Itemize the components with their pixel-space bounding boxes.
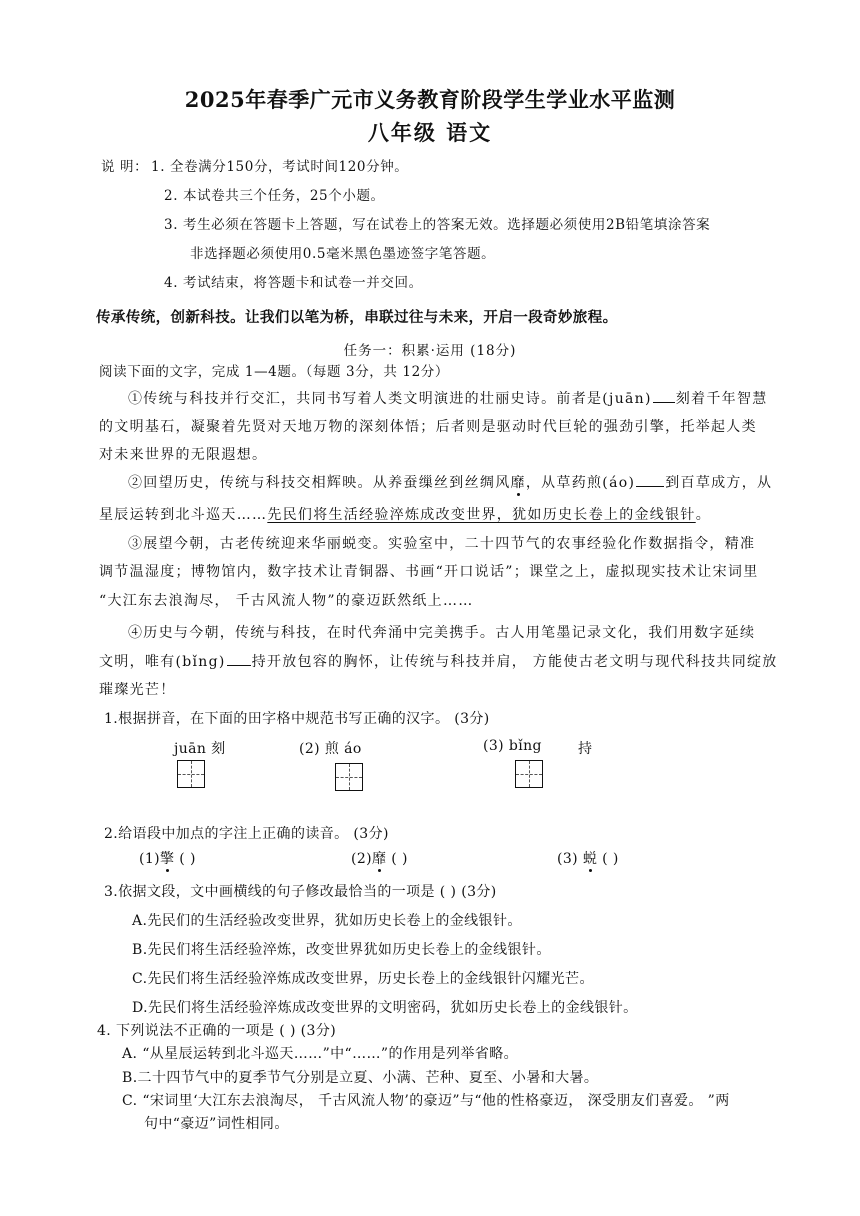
option-c: C.先民们将生活经验淬炼成改变世界，历史长卷上的金线银针闪耀光芒。 [132,971,594,987]
dotted-char: 靡 [511,472,526,492]
fill-blank [653,401,675,403]
question-3-stem: 3.依据文段，文中画横线的句子修改最恰当的一项是 ( ) (3分) [104,884,497,900]
question-1-stem: 1.根据拼音，在下面的田字格中规范书写正确的汉字。 (3分) [104,711,490,727]
instruction-item: 1. 全卷满分150分，考试时间120分钟。 [151,159,409,175]
tianzige-box[interactable] [177,760,205,788]
task-intro: 阅读下面的文字，完成 1—4题。（每题 3分，共 12分） [99,364,449,380]
dotted-char: 蜕 [583,848,597,868]
dotted-char: 擎 [160,848,174,868]
passage-line: 对未来世界的无限遐想。 [99,447,268,463]
instruction-item: 2. 本试卷共三个任务，25个小题。 [164,188,385,204]
instruction-item: 3. 考生必须在答题卡上答题，写在试卷上的答案无效。选择题必须使用2B铅笔填涂答案 [164,217,711,233]
exam-title: 2025年春季广元市义务教育阶段学生学业水平监测 [184,87,676,112]
passage-line: 文明，唯有(bǐng) 持开放包容的胸怀，让传统与科技并肩， 方能使古老文明与现代科技共同绽放 [99,654,778,670]
option-c: C. “宋词里‘大江东去浪淘尽， 千古风流人物’的豪迈”与“他的性格豪迈， 深受朋友们喜爱。 ”两 [122,1093,730,1109]
exam-subtitle: 八年级 语文 [367,120,493,145]
task-title: 任务一：积累·运用 (18分) [343,343,517,359]
instruction-item: 非选择题必须使用0.5毫米黑色墨迹签字笔答题。 [190,246,496,262]
instructions-label: 说 明： [101,159,149,175]
reading-item: (3) 蜕 ( ) [557,848,619,868]
tianzige-box[interactable] [515,760,543,788]
instruction-item: 4. 考试结束，将答题卡和试卷一并交回。 [164,275,423,291]
option-b: B.先民们将生活经验淬炼，改变世界犹如历史长卷上的金线银针。 [132,942,551,958]
underlined-sentence: 先民们将生活经验淬炼成改变世界，犹如历史长卷上的金线银针 [267,507,696,523]
pinyin-label: juān 刻 [174,741,226,757]
tianzige-box[interactable] [335,763,363,791]
passage-line: ④历史与今朝，传统与科技，在时代奔涌中完美携手。古人用笔墨记录文化，我们用数字延续 [128,625,756,641]
option-c-continued: 句中“豪迈”词性相同。 [144,1116,289,1132]
fill-blank [227,664,251,666]
motto: 传承传统，创新科技。让我们以笔为桥，串联过往与未来，开启一段奇妙旅程。 [96,310,618,326]
passage-line: 星辰运转到北斗巡天……先民们将生活经验淬炼成改变世界，犹如历史长卷上的金线银针。 [99,507,712,523]
dotted-char: 靡 [372,848,386,868]
option-a: A. “从星辰运转到北斗巡天……”中“……”的作用是列举省略。 [122,1046,519,1062]
question-4-stem: 4. 下列说法不正确的一项是 ( ) (3分) [97,1023,337,1039]
pinyin-label: 持 [578,741,593,757]
passage-line: 的文明基石，凝聚着先贤对天地万物的深刻体悟；后者则是驱动时代巨轮的强劲引擎，托举起人类 [99,419,757,435]
pinyin-label: (3) bǐng [483,738,542,754]
passage-line: ②回望历史，传统与科技交相辉映。从养蚕缫丝到丝绸风靡，从草药煎(áo) 到百草成方，从 [128,472,772,492]
passage-line: 璀璨光芒！ [99,682,176,698]
passage-line: ③展望今朝，古老传统迎来华丽蜕变。实验室中，二十四节气的农事经验化作数据指令，精准 [128,536,756,552]
option-b: B.二十四节气中的夏季节气分别是立夏、小满、芒种、夏至、小暑和大暑。 [122,1070,599,1086]
fill-blank [636,485,664,487]
passage-line: 调节温湿度；博物馆内，数字技术让青铜器、书画“开口说话”；课堂之上，虚拟现实技术让宋词里 [99,564,759,580]
option-a: A.先民们的生活经验改变世界，犹如历史长卷上的金线银针。 [132,913,522,929]
passage-line: ①传统与科技并行交汇，共同书写着人类文明演进的壮丽史诗。前者是(juān) 刻着千年智慧 [128,391,768,407]
reading-item: (2)靡 ( ) [351,848,408,868]
pinyin-label: (2) 煎 áo [299,741,362,757]
passage-line: “大江东去浪淘尽， 千古风流人物”的豪迈跃然纸上…… [99,593,474,609]
question-2-stem: 2.给语段中加点的字注上正确的读音。 (3分) [104,826,389,842]
option-d: D.先民们将生活经验淬炼成改变世界的文明密码，犹如历史长卷上的金线银针。 [132,1000,638,1016]
reading-item: (1)擎 ( ) [139,848,196,868]
